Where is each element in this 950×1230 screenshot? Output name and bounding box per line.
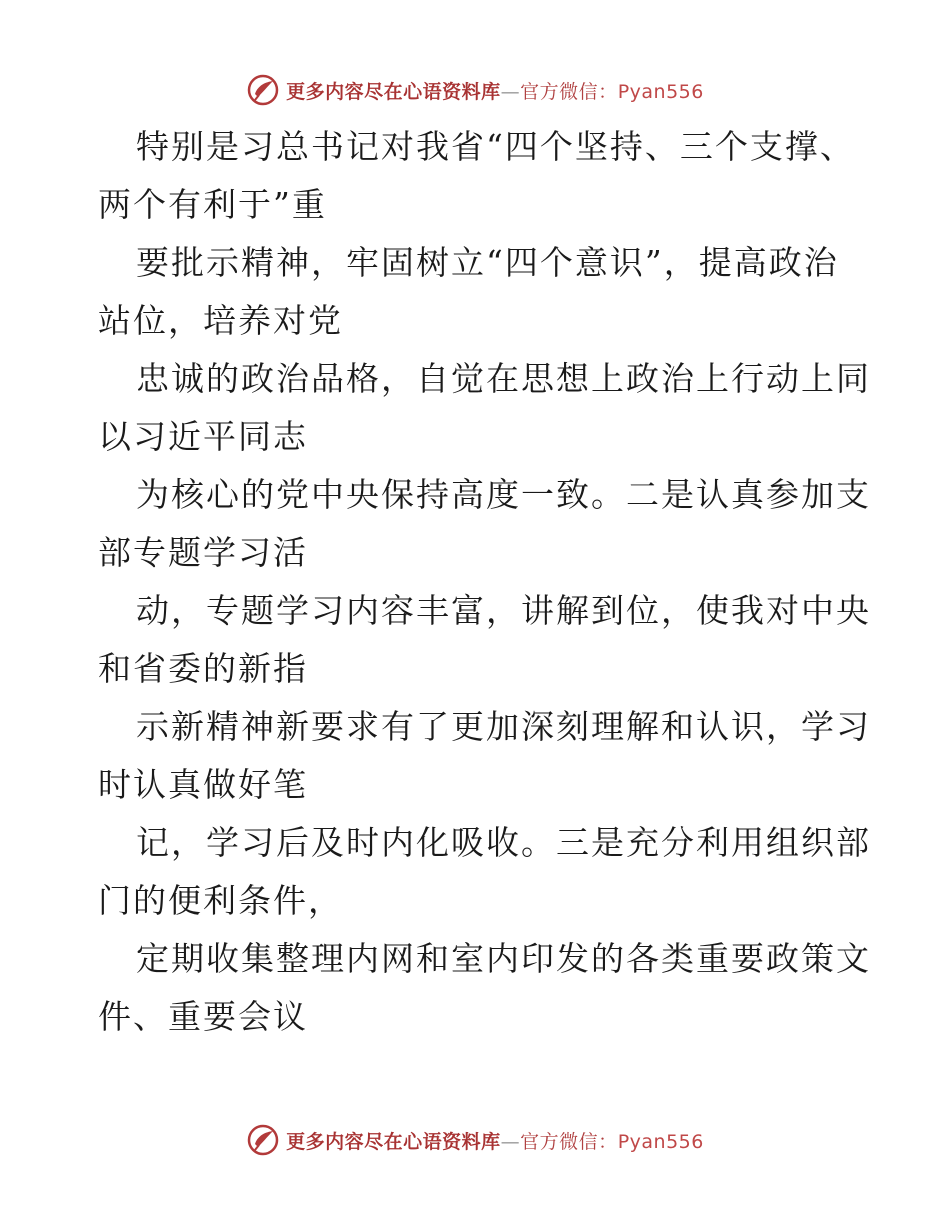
paragraph — [98, 350, 871, 466]
paragraph-line: 记，学习后及时内化吸收。三是充分利用组织部 — [136, 823, 871, 862]
paragraph — [98, 814, 871, 930]
paragraph-line: 要批示精神，牢固树立“四个意识”，提高政治 — [136, 243, 839, 282]
header-wechat-label: 官方微信： — [520, 80, 618, 103]
paragraph-line: 以习近平同志 — [98, 417, 308, 456]
paragraph-line: 件、重要会议 — [98, 997, 308, 1036]
paragraph-line: 为核心的党中央保持高度一致。二是认真参加支 — [136, 475, 871, 514]
paragraph-line: 特别是习总书记对我省“四个坚持、三个支撑、 — [136, 127, 855, 166]
paragraph — [98, 234, 858, 350]
footer-wechat-id: Pyan556 — [617, 1130, 704, 1153]
paragraph — [98, 466, 871, 582]
header-brand-text — [286, 77, 704, 104]
paragraph-line: 动，专题学习内容丰富，讲解到位，使我对中央 — [136, 591, 871, 630]
brand-logo-icon — [246, 73, 280, 107]
paragraph-line: 门的便利条件， — [98, 881, 343, 920]
header-brand-name: 更多内容尽在心语资料库 — [286, 80, 501, 103]
paragraph-line: 和省委的新指 — [98, 649, 308, 688]
paragraph-line: 定期收集整理内网和室内印发的各类重要政策文 — [136, 939, 871, 978]
paragraph-line: 示新精神新要求有了更加深刻理解和认识，学习 — [136, 707, 871, 746]
paragraph — [98, 118, 858, 234]
paragraph — [98, 582, 871, 698]
paragraph-line: 忠诚的政治品格，自觉在思想上政治上行动上同 — [136, 359, 871, 398]
footer-brand-name: 更多内容尽在心语资料库 — [286, 1130, 501, 1153]
paragraph — [98, 698, 871, 814]
page-footer — [0, 1118, 950, 1162]
document-body — [98, 118, 871, 1046]
header-brand — [246, 73, 704, 107]
brand-logo-icon — [246, 1123, 280, 1157]
footer-brand-text — [286, 1127, 704, 1154]
paragraph-line: 部专题学习活 — [98, 533, 308, 572]
footer-brand-separator: — — [500, 1130, 521, 1153]
paragraph-line: 站位，培养对党 — [98, 301, 343, 340]
page-header — [0, 68, 950, 112]
footer-brand — [246, 1123, 704, 1157]
paragraph-line: 两个有利于”重 — [98, 185, 327, 224]
header-brand-separator: — — [500, 80, 521, 103]
footer-wechat-label: 官方微信： — [520, 1130, 618, 1153]
paragraph — [98, 930, 871, 1046]
paragraph-line: 时认真做好笔 — [98, 765, 308, 804]
header-wechat-id: Pyan556 — [617, 80, 704, 103]
